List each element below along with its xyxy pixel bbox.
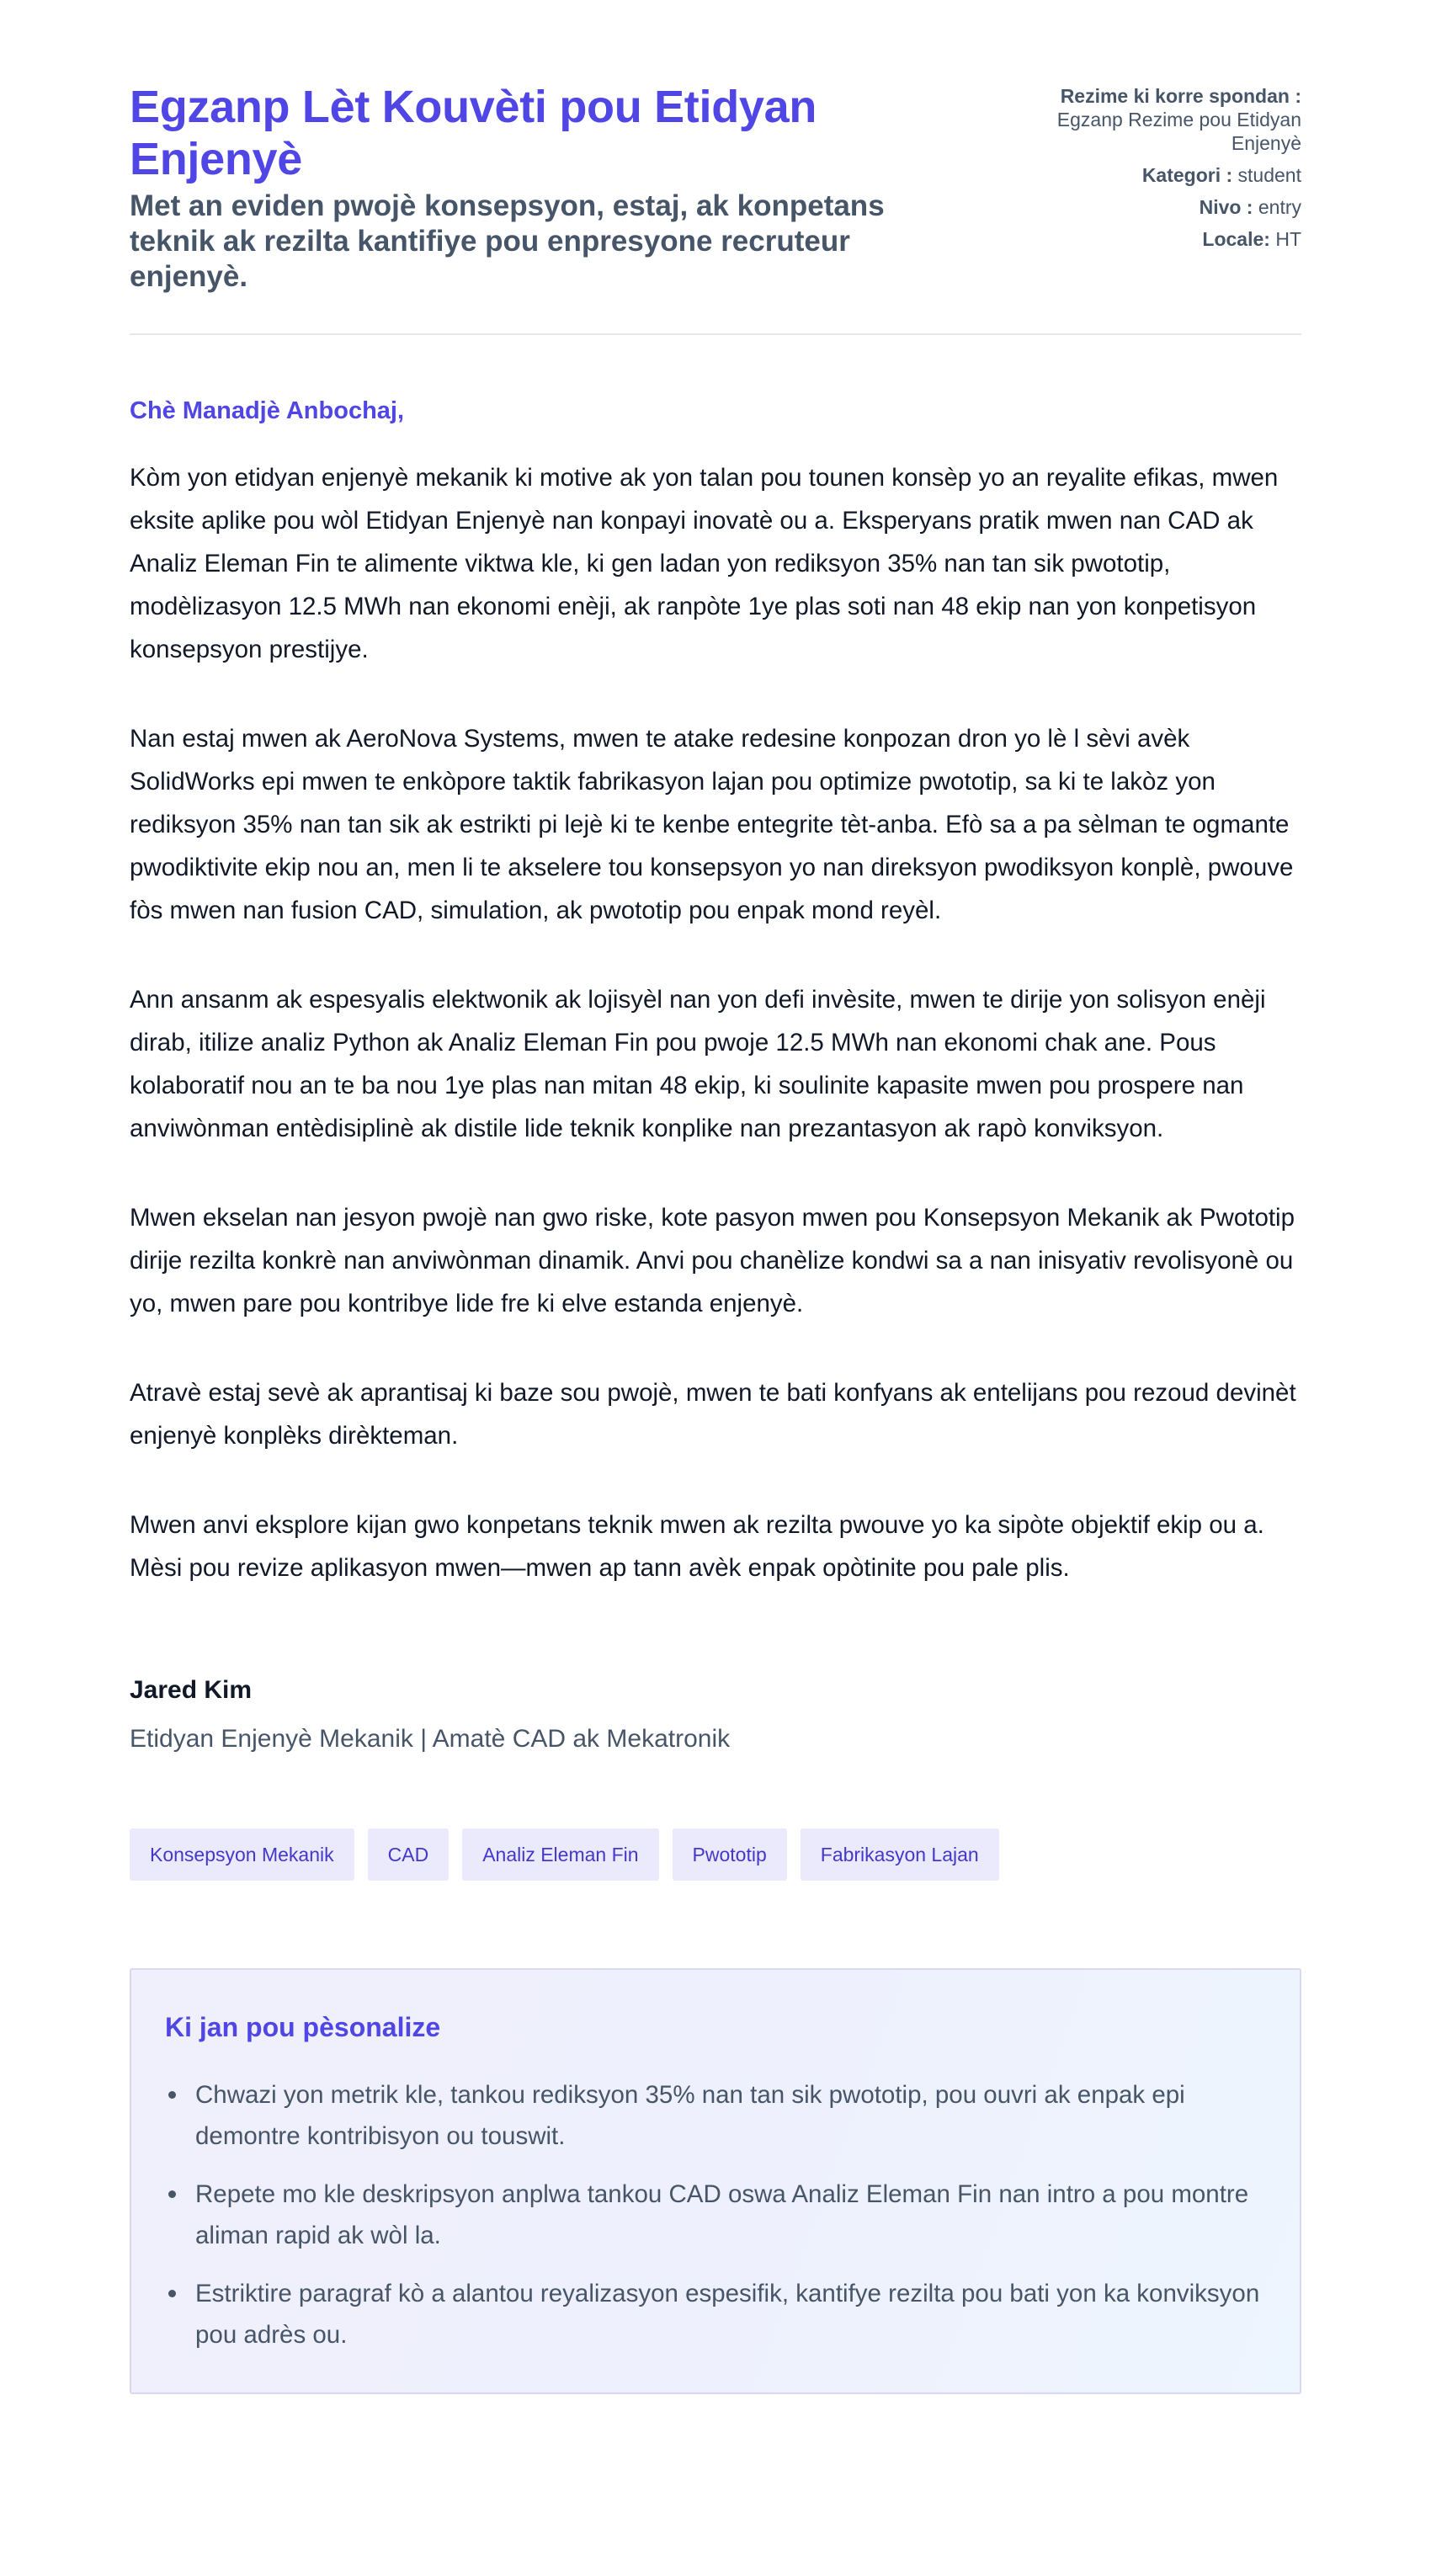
signature-name: Jared Kim (130, 1676, 253, 1704)
skill-tags (130, 1828, 1301, 1881)
tips-item (165, 2273, 1266, 2355)
meta-category-label: Kategori : (1141, 164, 1233, 186)
bullet-icon (168, 2091, 176, 2099)
meta-resume-value[interactable]: Egzanp Rezime pou Etidyan Enjenyè (1056, 109, 1301, 154)
tips-item-text: Chwazi yon metrik kle, tankou rediksyon 35% nan tan sik pwototip, pou ouvri ak enpak epi demontre kontribisyon ou touswit. (195, 2081, 1185, 2150)
bullet-icon (168, 2290, 176, 2297)
skill-tag[interactable]: Pwototip (673, 1828, 787, 1881)
meta-level-label: Nivo : (1199, 196, 1253, 218)
bullet-icon (168, 2190, 176, 2198)
page-subtitle: Met an eviden pwojè konsepsyon, estaj, ak konpetans teknik ak rezilta kantifiye pou enpresyone recruteur enjenyè. (130, 189, 885, 293)
meta-info (998, 81, 1301, 259)
letter-paragraph: Kòm yon etidyan enjenyè mekanik ki motive ak yon talan pou tounen konsèp yo an reyalite efikas, mwen eksite aplike pou wòl Etidyan Enjenyè nan konpayi inovatè ou a. Eksperyans pratik mwen nan CAD ak Analiz Eleman Fin te alimente viktwa kle, ki gen ladan yon rediksyon 35% nan tan sik pwototip, modèlizasyon 12.5 MWh nan ekonomi enèji, ak ranpòte 1ye plas soti nan 48 ekip nan yon konpetisyon konsepsyon prestijye. (130, 464, 1279, 663)
tips-item-text: Estriktire paragraf kò a alantou reyalizasyon espesifik, kantifye rezilta pou bati yon ka konviksyon pou adrès ou. (195, 2280, 1260, 2349)
cover-letter-page (130, 0, 1301, 2394)
skill-tag[interactable]: Analiz Eleman Fin (462, 1828, 658, 1881)
letter-paragraph: Mwen anvi eksplore kijan gwo konpetans teknik mwen ak rezilta pwouve yo ka sipòte objektif ekip ou a. Mèsi pou revize aplikasyon mwen—mwen ap tann avèk enpak opòtinite pou pale plis. (130, 1511, 1264, 1582)
meta-locale-value: HT (1275, 228, 1301, 250)
signature-role: Etidyan Enjenyè Mekanik | Amatè CAD ak Mekatronik (130, 1725, 731, 1753)
customization-tips-card (130, 1968, 1301, 2394)
letter-greeting: Chè Manadjè Anbochaj, (130, 397, 405, 424)
header-title-block (130, 81, 938, 295)
tips-title: Ki jan pou pèsonalize (165, 2012, 441, 2042)
letter-paragraph: Nan estaj mwen ak AeroNova Systems, mwen te atake redesine konpozan dron yo lè l sèvi avèk SolidWorks epi mwen te enkòpore taktik fabrikasyon lajan pou optimize pwototip, sa ki te lakòz yon rediksyon 35% nan tan sik ak estrikti pi lejè ki te kenbe entegrite tèt-anba. Efò sa a pa sèlman te ogmante pwodiktivite ekip nou an, men li te akselere tou konsepsyon yo nan direksyon pwodiksyon konplè, pwouve fòs mwen nan fusion CAD, simulation, ak pwototip pou enpak mond reyèl. (130, 725, 1294, 924)
tips-item (165, 2074, 1266, 2157)
meta-category-value: student (1237, 164, 1301, 186)
signature-block (130, 1674, 1301, 1756)
meta-resume (998, 84, 1301, 155)
meta-locale-label: Locale: (1202, 228, 1270, 250)
letter-body (130, 394, 1301, 1756)
letter-paragraph: Ann ansanm ak espesyalis elektwonik ak lojisyèl nan yon defi invèsite, mwen te dirije yon solisyon enèji dirab, itilize analiz Python ak Analiz Eleman Fin pou pwoje 12.5 MWh nan ekonomi chak ane. Pous kolaboratif nou an te ba nou 1ye plas nan mitan 48 ekip, ki soulinite kapasite mwen pou prospere nan anviwònman entèdisiplinè ak distile lide teknik konplike nan prezantasyon ak rapò konviksyon. (130, 986, 1266, 1142)
letter-paragraph: Mwen ekselan nan jesyon pwojè nan gwo riske, kote pasyon mwen pou Konsepsyon Mekanik ak Pwototip dirije rezilta konkrè nan anviwònman dinamik. Anvi pou chanèlize kondwi sa a nan inisyativ revolisyonè ou yo, mwen pare pou kontribye lide fre ki elve estanda enjenyè. (130, 1204, 1295, 1317)
tips-list (165, 2074, 1266, 2355)
letter-paragraph: Atravè estaj sevè ak aprantisaj ki baze sou pwojè, mwen te bati konfyans ak entelijans pou rezoud devinèt enjenyè konplèks dirèkteman. (130, 1379, 1296, 1450)
page-header (130, 81, 1301, 335)
meta-locale (998, 227, 1301, 251)
skill-tag[interactable]: CAD (368, 1828, 450, 1881)
meta-category (998, 163, 1301, 187)
skill-tag[interactable]: Fabrikasyon Lajan (801, 1828, 999, 1881)
tips-item (165, 2174, 1266, 2256)
meta-level-value: entry (1258, 196, 1301, 218)
meta-level (998, 195, 1301, 219)
tips-item-text: Repete mo kle deskripsyon anplwa tankou CAD oswa Analiz Eleman Fin nan intro a pou montre aliman rapid ak wòl la. (195, 2180, 1249, 2249)
page-title: Egzanp Lèt Kouvèti pou Etidyan Enjenyè (130, 82, 817, 184)
skill-tag[interactable]: Konsepsyon Mekanik (130, 1828, 354, 1881)
meta-resume-label: Rezime ki korre spondan : (1060, 85, 1301, 107)
